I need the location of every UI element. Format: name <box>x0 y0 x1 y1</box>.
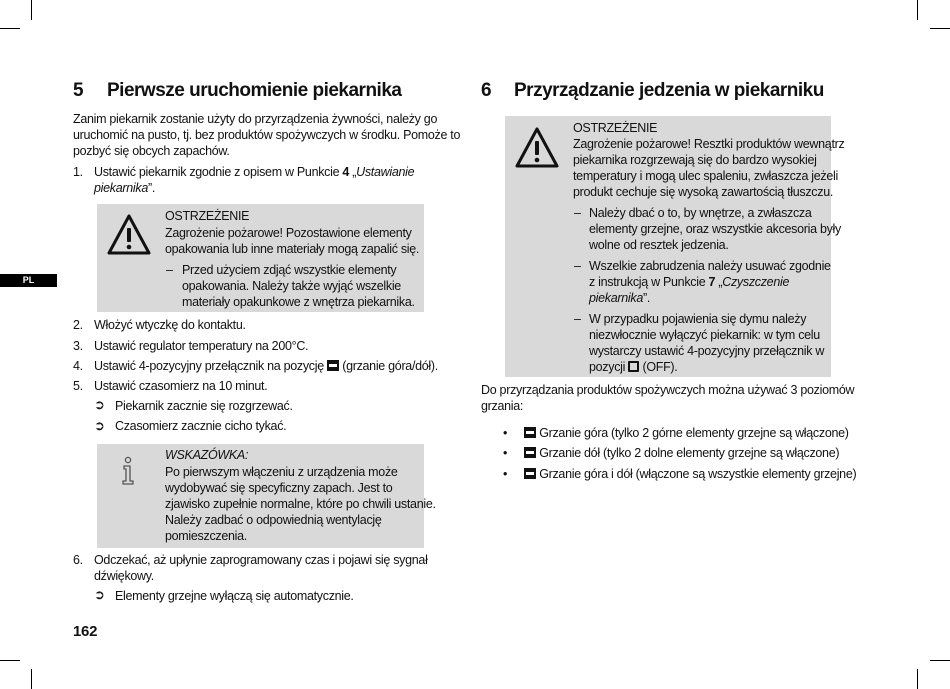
warning-text: produkt cechuje się wysoką zawartością tłuszczu. <box>573 185 834 199</box>
levels-intro: Do przyrządzania produktów spożywczych można używać 3 poziomów <box>481 383 855 397</box>
tip-text: pomieszczenia. <box>165 529 247 543</box>
intro-line: Zanim piekarnik zostanie użyty do przyrządzenia żywności, należy go <box>73 112 438 126</box>
warning-text: opakowania lub inne materiały mogą zapalić się. <box>165 242 420 256</box>
bullet: • <box>503 426 508 440</box>
crop-mark <box>917 669 918 689</box>
result-arrow-icon: ➲ <box>94 418 105 433</box>
info-icon <box>119 456 137 486</box>
crop-mark <box>31 0 32 20</box>
crop-mark <box>917 0 918 20</box>
heat-level-item: Grzanie dół (tylko 2 dolne elementy grzejne są włączone) <box>524 445 839 461</box>
warning-bullet: pozycji (OFF). <box>589 360 678 374</box>
warning-bullet: z instrukcją w Punkcie 7 „Czyszczenie <box>589 275 790 289</box>
result-text: Piekarnik zacznie się rozgrzewać. <box>115 399 293 413</box>
step-number: 2. <box>73 318 83 332</box>
crop-mark <box>0 660 20 661</box>
warning-dash: – <box>574 259 581 273</box>
heat-level-item: Grzanie góra (tylko 2 górne elementy grzejne są włączone) <box>524 425 849 441</box>
levels-intro: grzania: <box>481 399 524 413</box>
warning-title: OSTRZEŻENIE <box>573 121 658 135</box>
off-position-icon <box>628 361 639 372</box>
crop-mark <box>930 660 950 661</box>
warning-text: temperatury i mogą ulec spaleniu, zwłaszcza jeżeli <box>573 169 838 183</box>
result-arrow-icon: ➲ <box>94 587 105 602</box>
crop-mark <box>930 28 950 29</box>
step-5: Ustawić czasomierz na 10 minut. <box>94 379 268 393</box>
warning-bullet: niezwłocznie wyłączyć piekarnik: w tym celu <box>589 328 820 342</box>
step-6-cont: dźwiękowy. <box>94 569 154 583</box>
section-6-title: Przyrządzanie jedzenia w piekarniku <box>514 80 824 101</box>
warning-title: OSTRZEŻENIE <box>165 209 250 223</box>
step-number: 5. <box>73 379 83 393</box>
intro-line: uruchomić na pusto, tj. bez produktów spożywczych w środku. Pomoże to <box>73 128 461 142</box>
step-1: Ustawić piekarnik zgodnie z opisem w Punkcie 4 „Ustawianie <box>94 165 415 179</box>
crop-mark <box>31 669 32 689</box>
heat-level-item: Grzanie góra i dół (włączone są wszystkie elementy grzejne) <box>524 466 856 482</box>
warning-bullet: Wszelkie zabrudzenia należy usuwać zgodnie <box>589 259 831 273</box>
step-4: Ustawić 4-pozycyjny przełącznik na pozycję (grzanie góra/dół). <box>94 359 438 373</box>
warning-triangle-icon <box>514 126 560 170</box>
warning-bullet: piekarnika”. <box>589 291 651 305</box>
language-tab: PL <box>0 274 57 287</box>
step-number: 3. <box>73 339 83 353</box>
tip-text: zjawisko zupełnie normalne, które po chwili ustanie. <box>165 497 436 511</box>
warning-bullet: materiały opakunkowe z wnętrza piekarnika. <box>182 295 415 309</box>
warning-bullet: opakowania. Należy także wyjąć wszelkie <box>182 279 401 293</box>
step-2: Włożyć wtyczkę do kontaktu. <box>94 318 246 332</box>
bullet: • <box>503 467 508 481</box>
bottom-heat-icon <box>524 447 536 458</box>
warning-dash: – <box>574 312 581 326</box>
step-3: Ustawić regulator temperatury na 200°C. <box>94 339 309 353</box>
page-number: 162 <box>73 623 98 640</box>
step-number: 6. <box>73 553 83 567</box>
warning-dash: – <box>166 263 173 277</box>
top-bottom-heat-icon <box>327 360 339 371</box>
top-heat-icon <box>524 427 536 438</box>
warning-bullet: wystarczy ustawić 4-pozycyjny przełącznik w <box>589 344 825 358</box>
intro-line: pozbyć się obcych zapachów. <box>73 144 230 158</box>
result-text: Elementy grzejne wyłączą się automatycznie. <box>115 589 354 603</box>
section-5-title: Pierwsze uruchomienie piekarnika <box>107 80 402 101</box>
warning-bullet: Należy dbać o to, by wnętrze, a zwłaszcza <box>589 206 812 220</box>
warning-text: piekarnika rozgrzewają się do bardzo wysokiej <box>573 153 817 167</box>
warning-text: Zagrożenie pożarowe! Resztki produktów wewnątrz <box>573 137 845 151</box>
warning-bullet: Przed użyciem zdjąć wszystkie elementy <box>182 263 397 277</box>
tip-title: WSKAZÓWKA: <box>165 448 249 462</box>
warning-text: Zagrożenie pożarowe! Pozostawione elementy <box>165 226 412 240</box>
tip-text: Należy zadbać o odpowiednią wentylację <box>165 513 382 527</box>
warning-dash: – <box>574 206 581 220</box>
crop-mark <box>0 28 20 29</box>
warning-bullet: W przypadku pojawienia się dymu należy <box>589 312 807 326</box>
result-text: Czasomierz zacznie cicho tykać. <box>115 419 287 433</box>
top-bottom-heat-icon <box>524 468 536 479</box>
warning-bullet: elementy grzejne, oraz wszystkie akcesoria były <box>589 222 841 236</box>
bullet: • <box>503 446 508 460</box>
section-6-number: 6 <box>481 80 492 101</box>
step-6: Odczekać, aż upłynie zaprogramowany czas i pojawi się sygnał <box>94 553 428 567</box>
warning-triangle-icon <box>106 213 152 257</box>
result-arrow-icon: ➲ <box>94 397 105 412</box>
warning-bullet: wolne od resztek jedzenia. <box>589 238 729 252</box>
step-number: 4. <box>73 359 83 373</box>
tip-text: Po pierwszym włączeniu z urządzenia może <box>165 465 398 479</box>
step-number: 1. <box>73 165 83 179</box>
step-1-cont: piekarnika”. <box>94 181 156 195</box>
tip-text: wydobywać się specyficzny zapach. Jest to <box>165 481 393 495</box>
section-5-number: 5 <box>73 80 84 101</box>
